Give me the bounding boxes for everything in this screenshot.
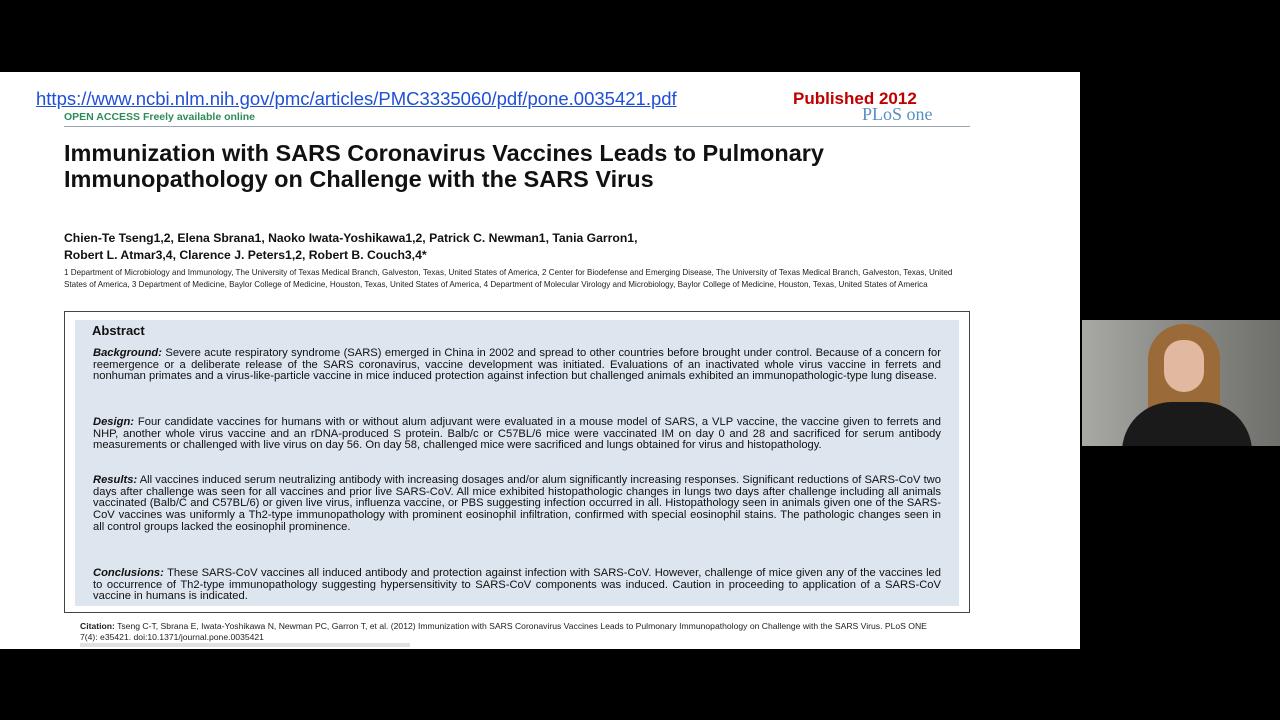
- design-label: Design:: [93, 416, 135, 428]
- citation-text: Tseng C-T, Sbrana E, Iwata-Yoshikawa N, Newman PC, Garron T, et al. (2012) Immunization with SARS Coronavirus Vaccines Leads to Pulmonary Immunopathology on Challenge with the SARS Virus. PLoS ONE 7(4): e35421. doi:10.1371/journal.pone.0035421: [80, 621, 927, 642]
- background-text: Severe acute respiratory syndrome (SARS) emerged in China in 2002 and spread to other countries before brought under control. Because of a concern for reemergence or a deliberate release of the SARS coronavirus, vaccine development was initiated. Evaluations of an inactivated whole virus vaccine in ferrets and nonhuman primates and a virus-like-particle vaccine in mice induced protection against infection but challenged animals exhibited an immunopathologic-type lung disease.: [93, 347, 941, 383]
- authors-line-2: Robert L. Atmar3,4, Clarence J. Peters1,2, Robert B. Couch3,4*: [64, 248, 427, 262]
- slide-page: [0, 72, 1080, 649]
- presenter-webcam: [1082, 320, 1280, 446]
- design-text: Four candidate vaccines for humans with or without alum adjuvant were evaluated in a mouse model of SARS, a VLP vaccine, the vaccine given to ferrets and NHP, another whole virus vaccine and an rDNA-produced S protein. Balb/c or C57BL/6 mice were vaccinated IM on day 0 and 28 and sacrificed for serum antibody measurements or challenged with live virus on day 56. On day 58, challenged mice were sacrificed and lungs obtained for virus and histopathology.: [93, 416, 942, 452]
- conclusions-label: Conclusions:: [93, 567, 164, 579]
- presenter-face: [1164, 340, 1204, 392]
- abstract-conclusions: [93, 568, 941, 603]
- cut-off-text-line: [80, 643, 410, 647]
- abstract-design: [93, 417, 941, 452]
- results-text: All vaccines induced serum neutralizing antibody with increasing dosages and/or alum significantly increasing responses. Significant reductions of SARS-CoV two days after challenge was seen for all vaccines and prior live SARS-CoV. All mice exhibited histopathologic changes in lungs two days after challenge including all animals vaccinated (Balb/C and C57BL/6) or given live virus, influenza vaccine, or PBS suggesting infection occurred in all. Histopathology seen in animals given one of the SARS-CoV vaccines was uniformly a Th2-type immunopathology with prominent eosinophil infiltration, confirmed with special eosinophil stains. The pathologic changes seen in all control groups lacked the eosinophil prominence.: [93, 474, 941, 533]
- citation-label: Citation:: [80, 621, 115, 631]
- background-label: Background:: [93, 347, 162, 359]
- abstract-heading: Abstract: [92, 323, 145, 338]
- journal-logo: PLoS one: [862, 104, 933, 124]
- open-access-label: OPEN ACCESS Freely available online: [64, 111, 256, 123]
- author-list: [64, 230, 974, 264]
- header-divider: [64, 126, 970, 127]
- affiliations: 1 Department of Microbiology and Immunology, The University of Texas Medical Branch, Galveston, Texas, United States of America, 2 Center for Biodefense and Emerging Disease, The University of Texas Medical Branch, Galveston, Texas, United States of America, 3 Department of Medicine, Baylor College of Medicine, Houston, Texas, United States of America, 4 Department of Molecular Virology and Microbiology, Baylor College of Medicine, Houston, Texas, United States of America: [64, 268, 953, 289]
- abstract-results: [93, 475, 941, 534]
- authors-line-1: Chien-Te Tseng1,2, Elena Sbrana1, Naoko Iwata-Yoshikawa1,2, Patrick C. Newman1, Tania Garron1,: [64, 231, 638, 245]
- published-label: Published 2012: [793, 89, 917, 108]
- abstract-background: [93, 348, 941, 383]
- citation: [80, 621, 942, 642]
- paper-title: Immunization with SARS Coronavirus Vaccines Leads to Pulmonary Immunopathology on Challenge with the SARS Virus: [64, 140, 824, 192]
- conclusions-text: These SARS-CoV vaccines all induced antibody and protection against infection with SARS-CoV. However, challenge of mice given any of the vaccines led to occurrence of Th2-type immunopathology suggesting hypersensitivity to SARS-CoV components was induced. Caution in proceeding to application of a SARS-CoV vaccine in humans is indicated.: [93, 567, 942, 603]
- article-url-link[interactable]: https://www.ncbi.nlm.nih.gov/pmc/articles/PMC3335060/pdf/pone.0035421.pdf: [36, 88, 677, 109]
- results-label: Results:: [93, 474, 138, 486]
